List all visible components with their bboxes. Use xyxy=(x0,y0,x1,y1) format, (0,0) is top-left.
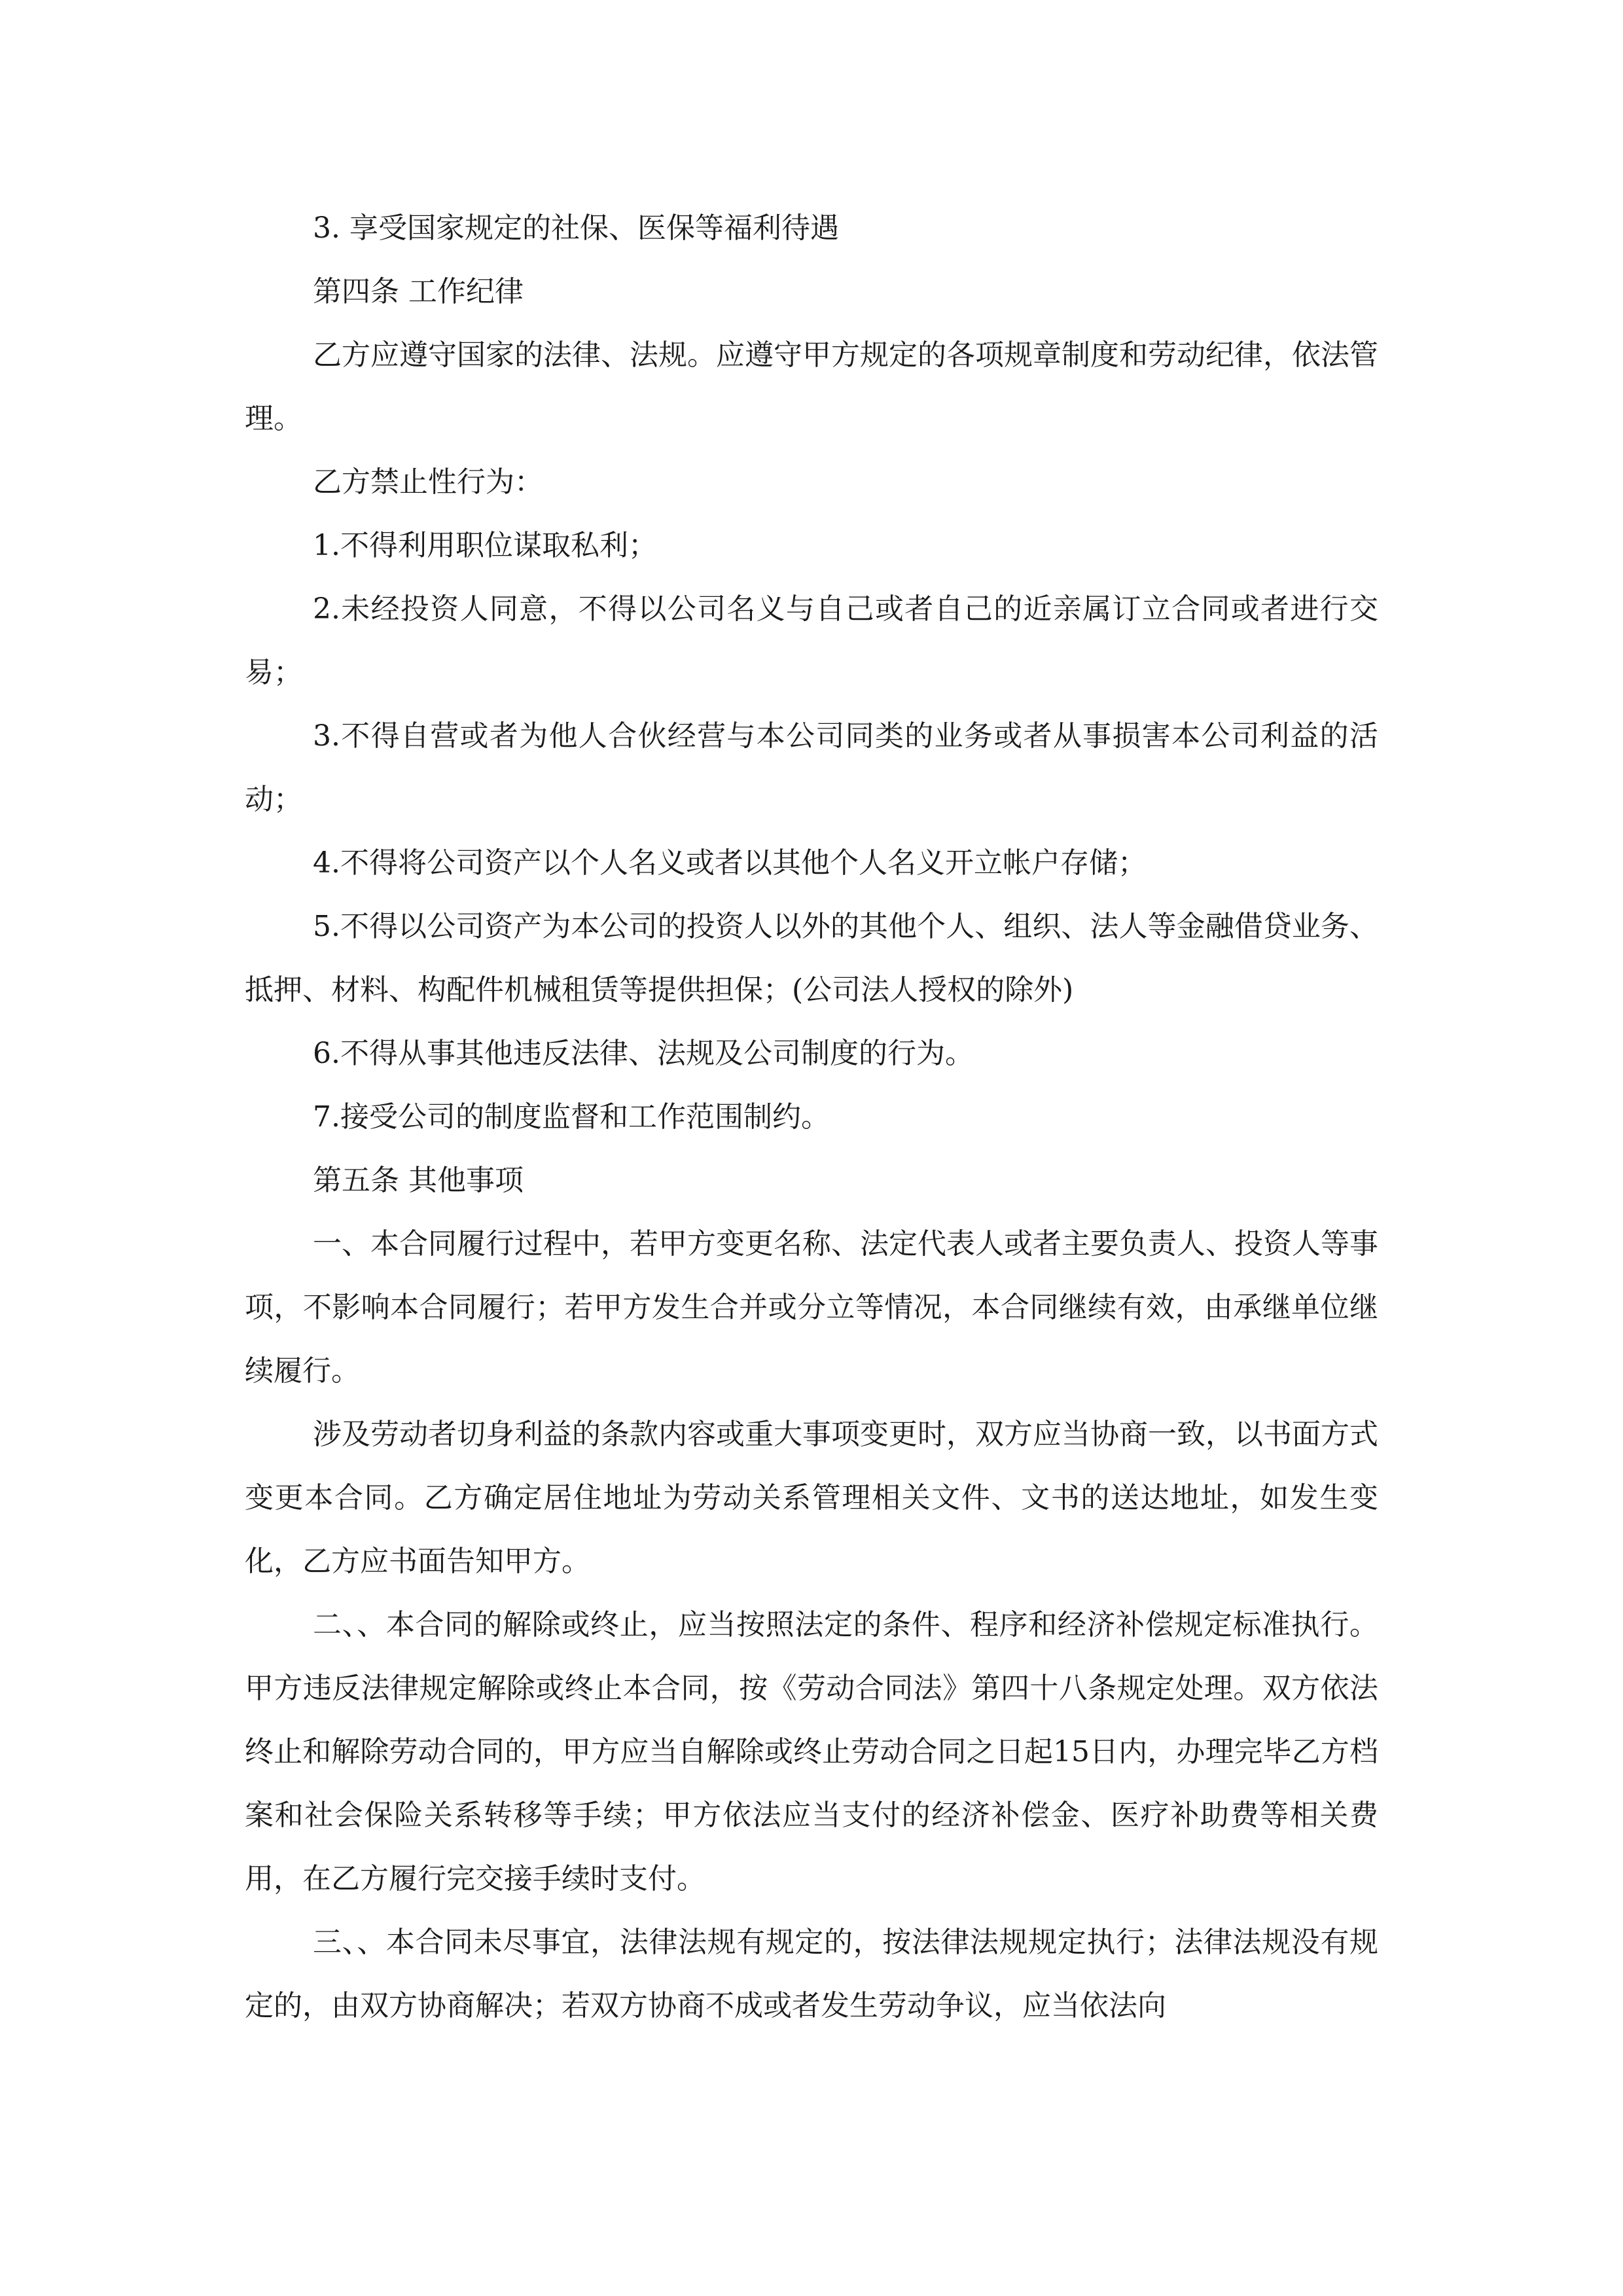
heading-article-4: 第四条 工作纪律 xyxy=(313,275,524,308)
prohibited-item-7: 7.接受公司的制度监督和工作范围制约。 xyxy=(313,1100,830,1134)
prohibited-item-5: 5.不得以公司资产为本公司的投资人以外的其他个人、组织、法人等金融借贷业务、抵押、材料、构配件机械租赁等提供担保；(公司法人授权的除外) xyxy=(245,910,1378,1007)
paragraph-prohibited-intro: 乙方禁止性行为： xyxy=(313,465,543,499)
document-body xyxy=(245,196,1378,2037)
paragraph-discipline: 乙方应遵守国家的法律、法规。应遵守甲方规定的各项规章制度和劳动纪律，依法管理。 xyxy=(245,338,1378,435)
prohibited-item-6: 6.不得从事其他违反法律、法规及公司制度的行为。 xyxy=(313,1037,974,1070)
heading-article-5: 第五条 其他事项 xyxy=(313,1164,524,1197)
prohibited-item-4: 4.不得将公司资产以个人名义或者以其他个人名义开立帐户存储； xyxy=(313,846,1147,880)
prohibited-item-2: 2.未经投资人同意，不得以公司名义与自己或者自己的近亲属订立合同或者进行交易； xyxy=(245,592,1378,689)
paragraph-clause-2: 二、、本合同的解除或终止，应当按照法定的条件、程序和经济补偿规定标准执行。甲方违反法律规定解除或终止本合同，按《劳动合同法》第四十八条规定处理。双方依法终止和解除劳动合同的，甲方应当自解除或终止劳动合同之日起15日内，办理完毕乙方档案和社会保险关系转移等手续；甲方依法应当支付的经济补偿金、医疗补助费等相关费用，在乙方履行完交接手续时支付。 xyxy=(245,1608,1378,1895)
paragraph-welfare-benefits: 3. 享受国家规定的社保、医保等福利待遇 xyxy=(313,211,839,245)
paragraph-change-terms: 涉及劳动者切身利益的条款内容或重大事项变更时，双方应当协商一致，以书面方式变更本合同。乙方确定居住地址为劳动关系管理相关文件、文书的送达地址，如发生变化，乙方应书面告知甲方。 xyxy=(245,1418,1378,1578)
paragraph-clause-3: 三、、本合同未尽事宜，法律法规有规定的，按法律法规规定执行；法律法规没有规定的，由双方协商解决；若双方协商不成或者发生劳动争议，应当依法向 xyxy=(245,1926,1378,2022)
prohibited-item-3: 3.不得自营或者为他人合伙经营与本公司同类的业务或者从事损害本公司利益的活动； xyxy=(245,719,1378,816)
prohibited-item-1: 1.不得利用职位谋取私利； xyxy=(313,529,657,562)
paragraph-clause-1: 一、本合同履行过程中，若甲方变更名称、法定代表人或者主要负责人、投资人等事项，不影响本合同履行；若甲方发生合并或分立等情况，本合同继续有效，由承继单位继续履行。 xyxy=(245,1227,1378,1388)
